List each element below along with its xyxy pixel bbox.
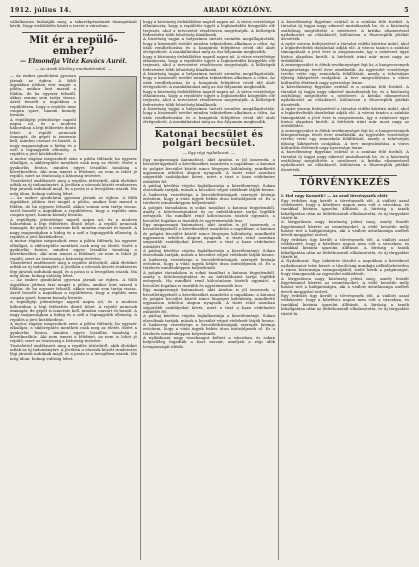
paragraph: Tisztelettel emlékezett meg a repülés úttörőiről, akik életüket adták az új tudományért. A jövőben a városok között rendszeres légi járatok indulnak majd, és a posta is a levegőben utazik. Ma még álom, holnap valóság lehet. xyxy=(10,342,137,361)
paragraph: hogy a közönség érdeklődése napról napra nő. A város vezetősége elhatározta, hogy a repülőtér ügyét a legközelebbi közgyűlés elé terjeszti, ahol a tervezetet részletesen megvitatják. A költségek fedezésére több lehetőség kínálkozik. xyxy=(143,53,275,72)
portrait-image xyxy=(79,76,137,150)
paragraph: — Az ember gondolatai gyorsan járnak az égben. A földi ágyakban jobban érzi magát a pilóta, amikor lent marad a földön, de ha egyszer felszáll, akkor semmi sem tartja vissza. Arról beszélt a napokban a repülőtéren, hogy a repülés nem csupán sport, hanem komoly hivatás. xyxy=(10,194,137,218)
paragraph: Egy magasrangú katonatiszt, akit Aradon is jól ismernek, a becsületügyekről a következőket mondotta a napokban: a katonai és polgári becsület között nincs lényeges különbség, mindkettő ugyanazon erkölcsi alapon nyugszik. A tiszti rend azonban szigorúbb szabályokat követ, mert a tiszt a haza védelmére esküdött fel. xyxy=(143,156,275,184)
subsection-heading: I. Hol vagy Kossuth? — Az arad törvényszék előtt xyxy=(281,193,388,199)
separator xyxy=(155,127,263,128)
paragraph: A repülőgép jelentősége napról napra nő, és a modern háborúban a légi felderítés döntő lehet. A repülő nemcsak önmagát, de gépét is ismernie kell, minden csavart és huzalt. A nagy magasságban a hideg és a szél a legnagyobb ellenség. A repülés a jövő közlekedése. xyxy=(10,299,137,322)
paragraph: — Az ember gondolatai gyorsan járnak az égben. A földi ágyakban jobban érzi magát a pilóta, amikor lent marad a földön, de ha egyszer felszáll, akkor semmi sem tartja vissza. Arról beszélt a napokban a repülőtéren, hogy a repülés nem csupán sport, hanem komoly hivatás. xyxy=(10,73,76,118)
paragraph: A közvélemény figyelme ezúttal is a színház felé fordult. A társulat új tagjai nagy sikerrel mutatkoztak be, és a közönség zsúfolásig megtöltötte a nézőteret. A kritika elismeréssel nyilatkozott az előadásról, különösen a főszereplők játékát dicsérték. xyxy=(281,149,409,172)
paragraph: A polgári társadalom is sokat tanulhat a katonai fegyelemből, amely a kötelességtudást és az önfeláldozást tartja legfőbb erénynek. Ha mindkét rend kölcsönösen tiszteli egymást, a becsület fogalma is tisztább és egyetemesebb lesz. xyxy=(143,269,275,288)
paragraph: A nyilatkozat nagy visszhangot keltett a városban, és sokan helyeslőleg fogadták a tiszt szavait, amelyek a régi idők lovagiasságát idézik. xyxy=(143,334,275,349)
paragraph: Tisztelettel emlékezett meg a repülés úttörőiről, akik életüket adták az új tudományért. A jövőben a városok között rendszeres légi járatok indulnak majd, és a posta is a levegőben utazik. Ma még álom, holnap valóság lehet. xyxy=(10,260,137,279)
paragraph: Egy érdekes ügy került a törvényszék elé. A vádlott azzal védekezett, hogy a kérdéses napon nem volt a városban, és tanúkkal kívánta igazolni állítását. A bíróság a tanúk kihallgatása után az ítélethozatalt elhalasztotta, és új tárgyalást tűzött ki. xyxy=(281,197,409,220)
paragraph: A bizottság tagjai a helyszínen tartott szemlén megállapították, hogy a kiszemelt terület minden tekintetben alkalmas a célra. Az utak rendbehozása és a hangárok felépítése rövid idő alatt elvégezhető. A munkálatokat még az ősz folyamán megkezdik. xyxy=(143,105,275,124)
paragraph: A nyári szezon befejeztével a társulat vidéki körútra indul, ahol a legkedveltebb darabokat adják elő. A városi tanács a színház támogatását a jövő évre is megszavazta, így a színészet ügye biztos alapokra került. A bérletek iránt már most nagy az érdeklődés. xyxy=(281,105,409,129)
header-page-number: 5 xyxy=(404,6,409,14)
header-title: ARADI KÖZLÖNY. xyxy=(203,6,273,14)
column-3 xyxy=(281,20,409,563)
section-title: Katonai becsület és polgári becsület. xyxy=(154,129,264,149)
paragraph: A párbaj kérdése régóta foglalkoztatja a közvéleményt. Sokan elavultnak tartják, mások a becsület végső védelmét látják benne. A hadsereg vezetősége a becsületbíróságok szerepét kívánja erősíteni, hogy a vitás ügyek békés úton intéződjenek el. Ez a törekvés mindenképpen helyeslendő. xyxy=(143,313,275,336)
paragraph: Tisztelettel emlékezett meg a repülés úttörőiről, akik életüket adták az új tudományért. A jövőben a városok között rendszeres légi járatok indulnak majd, és a posta is a levegőben utazik. Ma még álom, holnap valóság lehet. xyxy=(10,177,137,196)
separator xyxy=(293,175,397,176)
paragraph: Egy magasrangú katonatiszt, akit Aradon is jól ismernek, a becsületügyekről a következőket mondotta a napokban: a katonai és polgári becsület között nincs lényeges különbség, mindkettő ugyanazon erkölcsi alapon nyugszik. A tiszti rend azonban szigorúbb szabályokat követ, mert a tiszt a haza védelmére esküdött fel. xyxy=(143,287,275,314)
paragraph: A Nyilatkozat. Egy önkéntes tűzoltó a napokban a következő nyilatkozatot tette közzé: a tűzoltóság munkája nélkülözhetetlen a város biztonsága szempontjából, ezért kérik a polgárságot, hogy támogassák az egyesület működését. xyxy=(281,258,409,277)
paragraph: A zeneegyesület is élénk tevékenységet fejt ki; a hangversenyek látogatottsága évről évre emelkedik. Az egyesület vezetősége tervbe vette egy zeneiskola felállítását, amely a tehetséges ifjúság kiképzését szolgálná. A terv megvalósítása a város kulturális életének nagy nyeresége lenne. xyxy=(281,127,409,150)
paragraph: A nyári szezon befejeztével a társulat vidéki körútra indul, ahol a legkedveltebb darabokat adják elő. A városi tanács a színház támogatását a jövő évre is megszavazta, így a színészet ügye biztos alapokra került. A bérletek iránt már most nagy az érdeklődés. xyxy=(281,40,409,64)
article-title: Mit ér a repülő-ember? xyxy=(29,35,118,58)
paragraph: A közvélemény figyelme ezúttal is a színház felé fordult. A társulat új tagjai nagy sikerrel mutatkoztak be, és a közönség zsúfolásig megtöltötte a nézőteret. A kritika elismeréssel nyilatkozott az előadásról, különösen a főszereplők játékát dicsérték. xyxy=(281,20,409,42)
column-rule xyxy=(140,20,141,560)
paragraph: hogy a közönség érdeklődése napról napra nő. A város vezetősége elhatározta, hogy a repülőtér ügyét a legközelebbi közgyűlés elé terjeszti, ahol a tervezetet részletesen megvitatják. A költségek fedezésére több lehetőség kínálkozik. xyxy=(143,88,275,107)
paragraph: vállalkozóra bízhatják meg, a takarékpénztárak támogatását kérik. Nagy érdeklődés kíséri a tervet a városban. xyxy=(10,20,137,29)
paragraph: A párbaj kérdése régóta foglalkoztatja a közvéleményt. Sokan elavultnak tartják, mások a becsület végső védelmét látják benne. A hadsereg vezetősége a becsületbíróságok szerepét kívánja erősíteni, hogy a vitás ügyek békés úton intéződjenek el. Ez a törekvés mindenképpen helyeslendő. xyxy=(143,182,275,206)
paragraph: A polgári társadalom is sokat tanulhat a katonai fegyelemből, amely a kötelességtudást és az önfeláldozást tartja legfőbb erénynek. Ha mindkét rend kölcsönösen tiszteli egymást, a becsület fogalma is tisztább és egyetemesebb lesz. xyxy=(143,204,275,223)
paragraph: A tárgyaláson nagy közönség jelent meg, amely feszült figyelemmel kísérte az eseményeket. A védő beszéde mély hatást tett a hallgatóságra, aki a vádlott ártatlansága mellett érvelt meggyőző erővel. xyxy=(281,219,409,238)
paragraph: hogy a közönség érdeklődése napról napra nő. A város vezetősége elhatározta, hogy a repülőtér ügyét a legközelebbi közgyűlés elé terjeszti, ahol a tervezetet részletesen megvitatják. A költségek fedezésére több lehetőség kínálkozik. xyxy=(143,20,275,38)
paragraph: A bizottság tagjai a helyszínen tartott szemlén megállapították, hogy a kiszemelt terület minden tekintetben alkalmas a célra. Az utak rendbehozása és a hangárok felépítése rövid idő alatt elvégezhető. A munkálatokat még az ősz folyamán megkezdik. xyxy=(143,36,275,55)
article-byline: — Az Aradi Közlöny munkatársától. — xyxy=(35,66,112,72)
page-header xyxy=(10,4,409,17)
paragraph: A bizottság tagjai a helyszínen tartott szemlén megállapították, hogy a kiszemelt terület minden tekintetben alkalmas a célra. Az utak rendbehozása és a hangárok felépítése rövid idő alatt elvégezhető. A munkálatokat még az ősz folyamán megkezdik. xyxy=(143,71,275,90)
paragraph: A motor zúgása megszokott zene a pilóta fülének; ha egyszer elhallgat, a siklórepülés mentheti csak meg az életét. Ezért a gyakorlás fontos, minden egyes leszállás tanulság a következőhöz. Aki nem ismeri a félelmet, az nem is lehet jó repülő, mert az óvatosság a bátorság testvére. xyxy=(10,238,137,261)
paragraph: Egy érdekes ügy került a törvényszék elé. A vádlott azzal védekezett, hogy a kérdéses napon nem volt a városban, és tanúkkal kívánta igazolni állítását. A bíróság a tanúk kihallgatása után az ítélethozatalt elhalasztotta, és új tárgyalást tűzött ki. xyxy=(281,293,409,316)
column-2 xyxy=(143,20,275,563)
paragraph: A párbaj kérdése régóta foglalkoztatja a közvéleményt. Sokan elavultnak tartják, mások a becsület végső védelmét látják benne. A hadsereg vezetősége a becsületbíróságok szerepét kívánja erősíteni, hogy a vitás ügyek békés úton intéződjenek el. Ez a törekvés mindenképpen helyeslendő. xyxy=(143,248,275,271)
paragraph: Egy magasrangú katonatiszt, akit Aradon is jól ismernek, a becsületügyekről a következőket mondotta a napokban: a katonai és polgári becsület között nincs lényeges különbség, mindkettő ugyanazon erkölcsi alapon nyugszik. A tiszti rend azonban szigorúbb szabályokat követ, mert a tiszt a haza védelmére esküdött fel. xyxy=(143,222,275,249)
section-subtitle: — Egy régi nyilatkozat. — xyxy=(182,149,236,155)
paragraph: A motor zúgása megszokott zene a pilóta fülének; ha egyszer elhallgat, a siklórepülés mentheti csak meg az életét. Ezért a gyakorlás fontos, minden egyes leszállás tanulság a következőhöz. Aki nem ismeri a félelmet, az nem is lehet jó repülő, mert az óvatosság a bátorság testvére. xyxy=(10,320,137,344)
paragraph: A motor zúgása megszokott zene a pilóta fülének; ha egyszer elhallgat, a siklórepülés mentheti csak meg az életét. Ezért a gyakorlás fontos, minden egyes leszállás tanulság a következőhöz. Aki nem ismeri a félelmet, az nem is lehet jó repülő, mert az óvatosság a bátorság testvére. xyxy=(10,155,137,179)
separator xyxy=(22,32,125,33)
paragraph: — Az ember gondolatai gyorsan járnak az égben. A földi ágyakban jobban érzi magát a pilóta, amikor lent marad a földön, de ha egyszer felszáll, akkor semmi sem tartja vissza. Arról beszélt a napokban a repülőtéren, hogy a repülés nem csupán sport, hanem komoly hivatás. xyxy=(10,277,137,300)
paragraph: A zeneegyesület is élénk tevékenységet fejt ki; a hangversenyek látogatottsága évről évre emelkedik. Az egyesület vezetősége tervbe vette egy zeneiskola felállítását, amely a tehetséges ifjúság kiképzését szolgálná. A terv megvalósítása a város kulturális életének nagy nyeresége lenne. xyxy=(281,62,409,85)
article-subtitle: — Elmondja Vitéz Kovács Aurél. xyxy=(20,58,127,66)
section-title: TÖRVÉNYKEZÉS xyxy=(299,177,391,188)
header-date: 1912. július 14. xyxy=(10,6,72,14)
paragraph: A repülőgép jelentősége napról napra nő, és a modern háborúban a légi felderítés döntő lehet. A repülő nemcsak önmagát, de gépét is ismernie kell, minden csavart és huzalt. A nagy magasságban a hideg és a szél a legnagyobb ellenség. A repülés a jövő közlekedése. xyxy=(10,216,137,239)
paragraph: Egy érdekes ügy került a törvényszék elé. A vádlott azzal védekezett, hogy a kérdéses napon nem volt a városban, és tanúkkal kívánta igazolni állítását. A bíróság a tanúk kihallgatása után az ítélethozatalt elhalasztotta, és új tárgyalást tűzött ki. xyxy=(281,236,409,260)
paragraph: A tárgyaláson nagy közönség jelent meg, amely feszült figyelemmel kísérte az eseményeket. A védő beszéde mély hatást tett a hallgatóságra, aki a vádlott ártatlansága mellett érvelt meggyőző erővel. xyxy=(281,275,409,294)
column-1 xyxy=(10,20,137,563)
paragraph: A közvélemény figyelme ezúttal is a színház felé fordult. A társulat új tagjai nagy sikerrel mutatkoztak be, és a közönség zsúfolásig megtöltötte a nézőteret. A kritika elismeréssel nyilatkozott az előadásról, különösen a főszereplők játékát dicsérték. xyxy=(281,84,409,107)
separator xyxy=(293,191,397,192)
paragraph: A repülőgép jelentősége napról napra nő, és a modern háborúban a légi felderítés döntő lehet. A repülő nemcsak önmagát, de gépét is ismernie kell, minden csavart és huzalt. A nagy magasságban a hideg és a szél a legnagyobb ellenség. A repülés a jövő közlekedése. xyxy=(10,116,76,157)
column-rule xyxy=(278,20,279,560)
